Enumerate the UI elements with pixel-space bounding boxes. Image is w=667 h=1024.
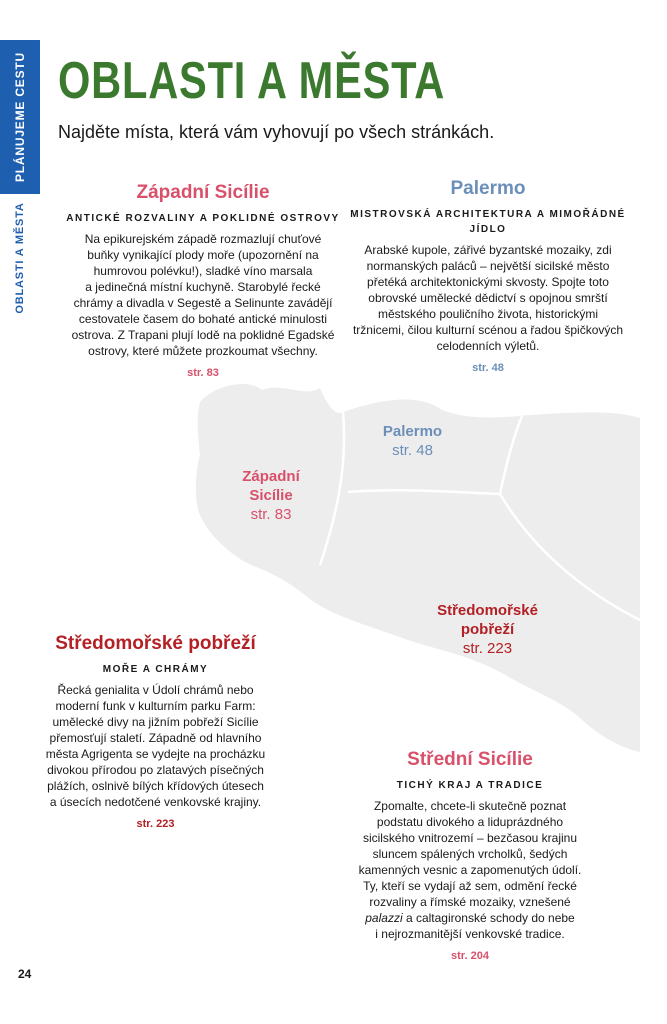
- region-west-text: Na epikurejském západě rozmazlují chuťové buňky vynikající plody moře (upozornění na humrovou polévku!), sladké víno marsala a jedinečná místní kuchyně. Starobylé řecké chrámy a divadla v Segestě a Selinunte zavádějí cestovatele časem do bohaté antické minulosti ostrova. Z Trapani plují lodě na poklidné Egadské ostrovy, které můžete prozkoumat všechny.: [71, 232, 335, 358]
- map-label-med-name2: pobřeží: [460, 621, 515, 638]
- region-central-title: Střední Sicílie: [407, 749, 533, 770]
- region-med-text: Řecká genialita v Údolí chrámů nebo moderní funk v kulturním parku Farm: umělecké divy na jižním pobřeží Sicílie přemosťují staletí. Západně od hlavního města Agrigenta se vydejte na procházku divokou přírodou po zlatavých písečných plážích, oslnivě bílých křídových útesech a úsecích nedotčené venkovské krajiny.: [45, 683, 266, 809]
- page-subtitle: Najděte místa, která vám vyhovují po všech stránkách.: [58, 122, 495, 142]
- region-west-title: Západní Sicílie: [136, 182, 270, 203]
- map-label-med: [420, 601, 555, 658]
- region-west: [48, 181, 358, 379]
- region-west-page-ref[interactable]: str. 83: [187, 367, 219, 379]
- region-palermo-title: Palermo: [450, 178, 526, 199]
- region-west-kicker: ANTICKÉ ROZVALINY A POKLIDNÉ OSTROVY: [66, 213, 340, 224]
- region-med-page-ref[interactable]: str. 223: [136, 818, 175, 830]
- region-central: [335, 748, 605, 962]
- map-label-med-name1: Středomořské: [437, 602, 538, 619]
- map-label-west-name2: Sicílie: [249, 487, 293, 504]
- region-palermo-text: Arabské kupole, zářivé byzantské mozaiky, zdi normanských paláců – největší sicilské město přetéká architektonickými skvosty. Spojte toto obrovské umělecké dědictví s opojnou smrští městského pouličního života, historickými tržnicemi, čilou kulturní scénou a řadou špičkových celodenních výletů.: [352, 243, 624, 353]
- region-palermo: [343, 177, 633, 374]
- page-title: OBLASTI A MĚSTA: [58, 52, 446, 110]
- region-central-page-ref[interactable]: str. 204: [451, 950, 489, 962]
- map-label-west-name1: Západní: [242, 468, 300, 485]
- page-number: 24: [18, 967, 32, 981]
- region-med: [18, 632, 293, 830]
- map-label-med-ref: str. 223: [462, 640, 513, 657]
- region-med-kicker: MOŘE A CHRÁMY: [102, 664, 209, 675]
- map-label-west-ref: str. 83: [250, 506, 292, 523]
- map-label-palermo-name: Palermo: [382, 423, 443, 440]
- section-tab-label: PLÁNUJEME CESTU: [13, 51, 27, 183]
- map-label-west: [222, 467, 320, 524]
- region-palermo-kicker: MISTROVSKÁ ARCHITEKTURA A MIMOŘÁDNÉ JÍDLO: [350, 209, 626, 235]
- section-label: OBLASTI A MĚSTA: [14, 202, 26, 314]
- region-central-kicker: TICHÝ KRAJ A TRADICE: [396, 780, 544, 791]
- region-central-text: Zpomalte, chcete-li skutečně poznat podstatu divokého a liduprázdného sicilského vnitrozemí – bezčasou krajinu sluncem spálených vrcholků, šedých kamenných vesnic a zapomenutých údolí. Ty, kteří se vydají až sem, odmění řecké rozvaliny a římské mozaiky, vznešené palazzi a caltagironské schody do nebe i nejrozmanitější venkovské tradice.: [358, 799, 582, 941]
- region-med-title: Středomořské pobřeží: [55, 633, 256, 654]
- map-label-palermo: [370, 422, 455, 460]
- region-palermo-page-ref[interactable]: str. 48: [472, 362, 504, 374]
- map-label-palermo-ref: str. 48: [392, 442, 433, 459]
